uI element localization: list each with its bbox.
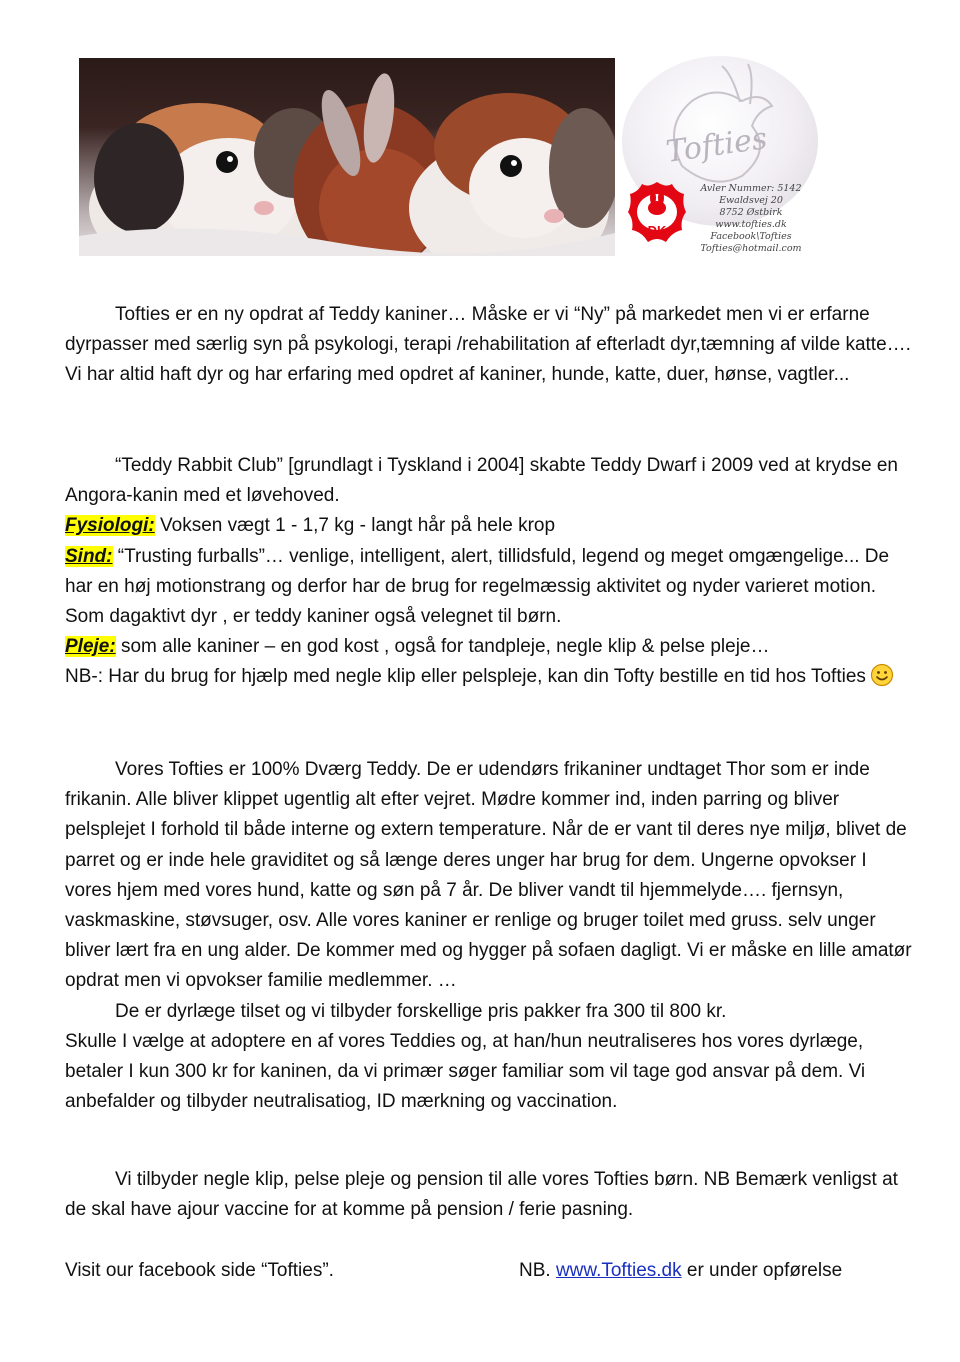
dk-breeder-badge [626,180,688,246]
breeder-address [686,183,816,255]
facebook-note: Visit our facebook side “Tofties”. [65,1260,334,1281]
smiley-icon [870,663,894,697]
info-block [65,451,915,698]
fysiologi-line: Fysiologi: Voksen vægt 1 - 1,7 kg - langt hår på hele krop [65,515,556,537]
logo-wordmark: Tofties [663,121,770,170]
nb-note: NB-: Har du brug for hjælp med negle klip eller pelspleje, kan din Tofty bestille en tid hos Tofties [65,662,915,697]
price-line: De er dyrlæge tilset og vi tilbyder forskellige pris pakker fra 300 til 800 kr. [115,1000,727,1022]
address-line: Ewaldsvej 20 [719,195,783,206]
care-block [65,755,915,1117]
address-line: Avler Nummer: 5142 [700,183,802,194]
badge-text: DK [647,223,667,238]
address-line: Tofties@hotmail.com [700,243,802,254]
pleje-label: Pleje: [65,636,116,658]
services-paragraph: Vi tilbyder negle klip, pelse pleje og pension til alle vores Tofties børn. NB Bemærk venligst at de skal have ajour vaccine for at komme på pension / ferie pasning. [65,1169,898,1221]
rabbits-photo [79,58,615,256]
sind-label: Sind: [65,545,113,567]
pleje-line: Pleje: som alle kaniner – en god kost , også for tandpleje, negle klip & pelse pleje… [65,636,770,658]
website-note: NB. www.Tofties.dk er under opførelse [519,1260,843,1281]
address-line: www.tofties.dk [715,219,787,230]
address-line: Facebook\Tofties [710,231,792,242]
address-line: 8752 Østbirk [719,207,783,218]
fysiologi-label: Fysiologi: [65,515,155,537]
care-paragraph: Vores Tofties er 100% Dværg Teddy. De er udendørs frikaniner undtaget Thor som er inde frikanin. Alle bliver klippet ugentlig alt efter vejret. Mødre kommer ind, inden parring og bliver pelsplejet I forhold til både interne og extern temperature. Når de er vant til deres nye miljø, blivet de parret og er inde hele graviditet og så længe deres unger har brug for dem. Ungerne opvokser I vores hjem med vores hund, katte og søn på 7 år. De bliver vandt til hjemmelyde…. fjernsyn, vaskmaskine, støvsuger, osv. Alle vores kaniner er renlige og bruger toilet med gruss. selv unger bliver lært fra en ung alder. De kommer med og hygger på sofaen dagligt. Vi er måske en lille amatør opdrat men vi opvokser familie medlemmer. … [65,759,912,992]
intro-paragraph: Tofties er en ny opdrat af Teddy kaniner… Måske er vi “Ny” på markedet men vi er erfarne dyrpasser med særlig syn på psykologi, terapi /rehabilitation af efterladt dyr,tæmning af vilde katte…. Vi har altid haft dyr og har erfaring med opdret af kaniner, hunde, katte, duer, hønse, vagtler... [65,304,911,386]
history-paragraph: “Teddy Rabbit Club” [grundlagt i Tyskland i 2004] skabte Teddy Dwarf i 2009 ved at krydse en Angora-kanin med et løvehoved. [65,455,898,507]
adoption-paragraph: Skulle I vælge at adoptere en af vores Teddies og, at han/hun neutraliseres hos vores dyrlæge, betaler I kun 300 kr for kaninen, da vi primær søger familiar som vil tage god ansvar på dem. Vi anbefalder og tilbyder neutralisatiog, ID mærkning og vaccination. [65,1030,866,1113]
website-link[interactable]: www.Tofties.dk [555,1260,682,1281]
sind-paragraph: Sind: “Trusting furballs”… venlige, intelligent, alert, tillidsfuld, legend og meget omgængelige... De har en høj motionstrang og derfor har de brug for regelmæssig aktivitet og nyder varieret motion. Som dagaktivt dyr , er teddy kaniner også velegnet til børn. [65,545,890,628]
